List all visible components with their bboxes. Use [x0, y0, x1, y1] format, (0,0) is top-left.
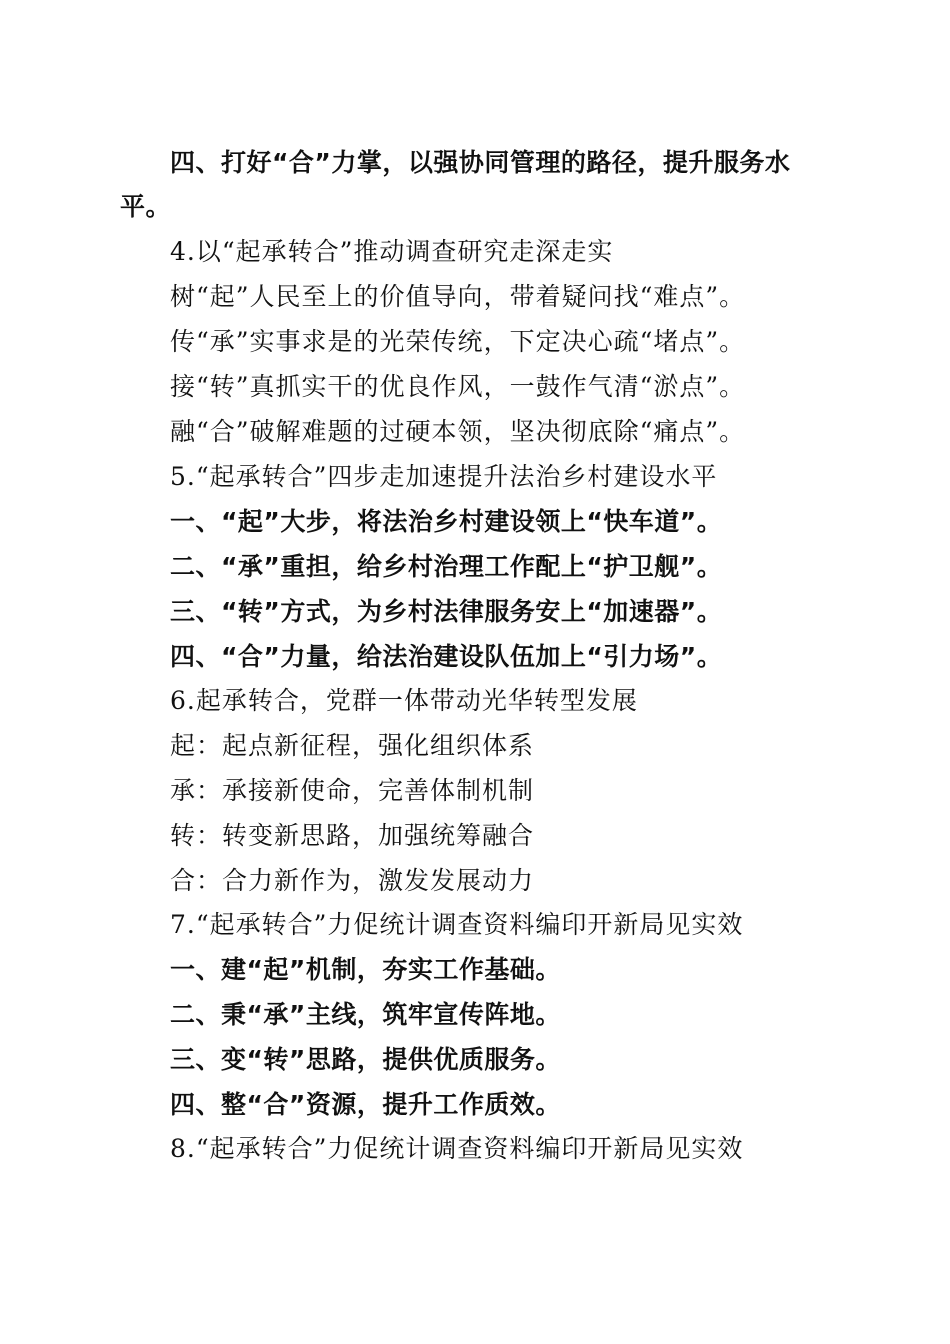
section-heading-line: 四、打好“合”力掌，以强协同管理的路径，提升服务水: [170, 148, 791, 177]
item-6-point-3: 转：转变新思路，加强统筹融合: [170, 821, 535, 850]
item-4-point-2: 传“承”实事求是的光荣传统，下定决心疏“堵点”。: [170, 327, 746, 356]
item-7-point-1: 一、建“起”机制，夯实工作基础。: [170, 955, 561, 984]
item-5-point-4: 四、“合”力量，给法治建设队伍加上“引力场”。: [170, 642, 723, 671]
item-7-point-3: 三、变“转”思路，提供优质服务。: [170, 1045, 561, 1074]
item-title-4: 4.以“起承转合”推动调查研究走深走实: [170, 237, 614, 266]
item-4-point-4: 融“合”破解难题的过硬本领，坚决彻底除“痛点”。: [170, 417, 746, 446]
item-6-point-1: 起：起点新征程，强化组织体系: [170, 731, 535, 760]
section-heading-wrap: 平。: [120, 192, 172, 221]
item-7-point-2: 二、秉“承”主线，筑牢宣传阵地。: [170, 1000, 561, 1029]
item-4-point-1: 树“起”人民至上的价值导向，带着疑问找“难点”。: [170, 282, 746, 311]
item-5-point-1: 一、“起”大步，将法治乡村建设领上“快车道”。: [170, 507, 723, 536]
item-4-point-3: 接“转”真抓实干的优良作风，一鼓作气清“淤点”。: [170, 372, 746, 401]
item-6-point-2: 承：承接新使命，完善体制机制: [170, 776, 535, 805]
item-6-point-4: 合：合力新作为，激发发展动力: [170, 866, 535, 895]
item-title-6: 6.起承转合，党群一体带动光华转型发展: [170, 686, 638, 715]
item-title-8: 8.“起承转合”力促统计调查资料编印开新局见实效: [170, 1134, 744, 1163]
item-5-point-3: 三、“转”方式，为乡村法律服务安上“加速器”。: [170, 597, 723, 626]
item-title-7: 7.“起承转合”力促统计调查资料编印开新局见实效: [170, 910, 744, 939]
item-7-point-4: 四、整“合”资源，提升工作质效。: [170, 1090, 561, 1119]
item-5-point-2: 二、“承”重担，给乡村治理工作配上“护卫舰”。: [170, 552, 723, 581]
item-title-5: 5.“起承转合”四步走加速提升法治乡村建设水平: [170, 462, 718, 491]
